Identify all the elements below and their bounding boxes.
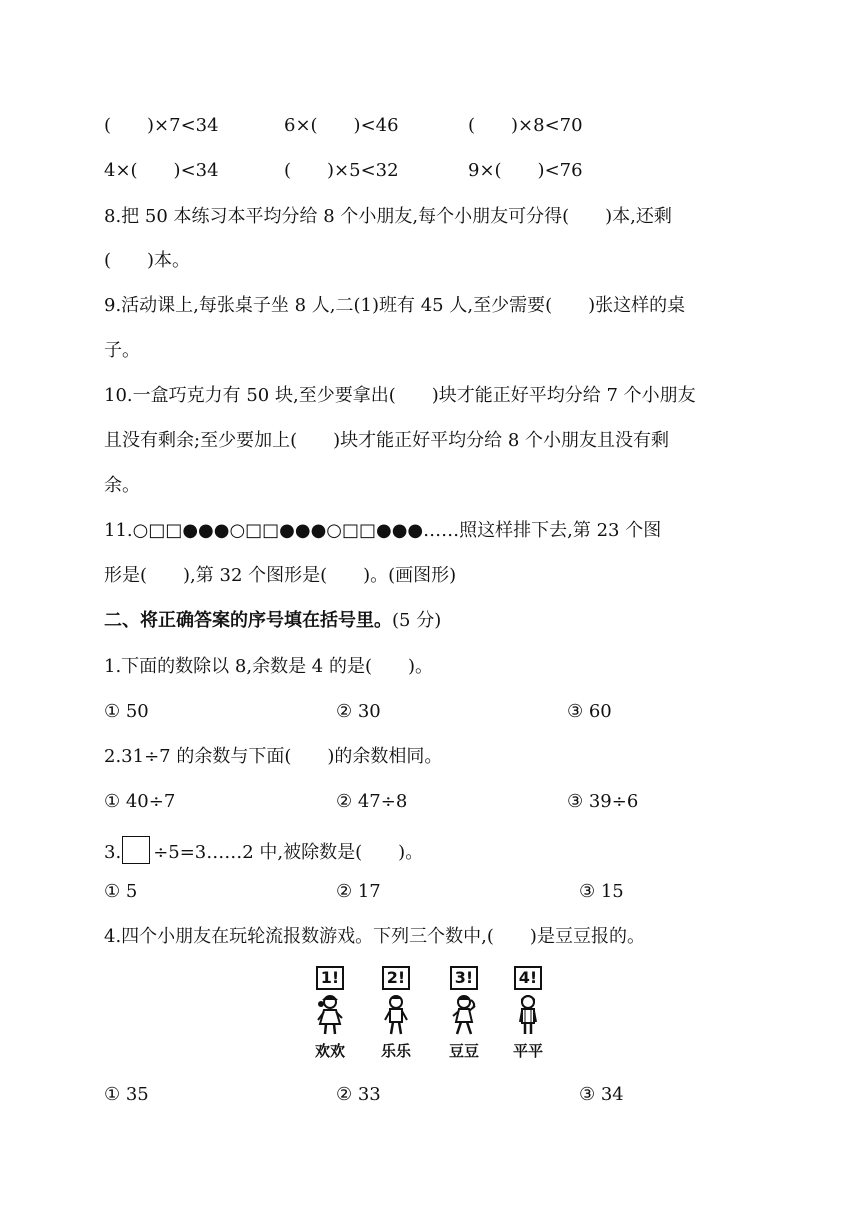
- mc-1-option-3: ③ 60: [567, 701, 612, 722]
- question-9-line-2: 子。: [104, 340, 140, 361]
- kid-name: 豆豆: [448, 1042, 479, 1060]
- fill-item: ( )×8<70: [468, 115, 583, 136]
- mc-1-option-2: ② 30: [336, 701, 381, 722]
- section-2-points: (5 分): [392, 610, 442, 631]
- kid-number-tag: 2!: [382, 966, 410, 990]
- boy-figure-icon: [513, 994, 543, 1036]
- mc-question-4: 4.四个小朋友在玩轮流报数游戏。下列三个数中,( )是豆豆报的。: [104, 926, 645, 947]
- kid-pingping: [498, 966, 558, 1061]
- girl-figure-icon: [315, 994, 345, 1036]
- mc-4-option-1: ① 35: [104, 1084, 149, 1105]
- question-8-line-1: 8.把 50 本练习本平均分给 8 个小朋友,每个小朋友可分得( )本,还剩: [104, 206, 672, 227]
- question-9-line-1: 9.活动课上,每张桌子坐 8 人,二(1)班有 45 人,至少需要( )张这样的桌: [104, 295, 686, 316]
- mc-3-text: ÷5=3……2 中,被除数是( )。: [153, 842, 424, 863]
- kid-doudou: [434, 966, 494, 1061]
- mc-2-option-1: ① 40÷7: [104, 791, 176, 812]
- fill-item: 6×( )<46: [284, 115, 399, 136]
- fill-item: 9×( )<76: [468, 160, 583, 181]
- kid-lele: [366, 966, 426, 1061]
- question-11-line-1: 11.○□□●●●○□□●●●○□□●●●……照这样排下去,第 23 个图: [104, 520, 662, 541]
- fill-item: 4×( )<34: [104, 160, 219, 181]
- mc-3-option-2: ② 17: [336, 881, 381, 902]
- mc-3-option-3: ③ 15: [579, 881, 624, 902]
- section-2-title: 二、将正确答案的序号填在括号里。: [104, 610, 392, 631]
- fill-item: ( )×7<34: [104, 115, 219, 136]
- mc-question-2: 2.31÷7 的余数与下面( )的余数相同。: [104, 746, 443, 767]
- kid-huanhuan: [300, 966, 360, 1061]
- mc-2-option-3: ③ 39÷6: [567, 791, 639, 812]
- kid-name: 平平: [512, 1042, 543, 1060]
- mc-1-option-1: ① 50: [104, 701, 149, 722]
- kid-name: 欢欢: [314, 1042, 345, 1060]
- question-11-line-2: 形是( ),第 32 个图形是( )。(画图形): [104, 565, 457, 586]
- girl-figure-icon: [449, 994, 479, 1036]
- question-10-line-1: 10.一盒巧克力有 50 块,至少要拿出( )块才能正好平均分给 7 个小朋友: [104, 385, 696, 406]
- mc-3-prefix: 3.: [104, 842, 122, 863]
- mc-question-1: 1.下面的数除以 8,余数是 4 的是( )。: [104, 656, 434, 677]
- mc-3-option-1: ① 5: [104, 881, 138, 902]
- kid-name: 乐乐: [380, 1042, 411, 1060]
- mc-4-option-3: ③ 34: [579, 1084, 624, 1105]
- question-10-line-2: 且没有剩余;至少要加上( )块才能正好平均分给 8 个小朋友且没有剩: [104, 430, 670, 451]
- section-2-heading: [104, 609, 441, 633]
- mc-2-option-2: ② 47÷8: [336, 791, 408, 812]
- question-8-line-2: ( )本。: [104, 250, 191, 271]
- mc-4-option-2: ② 33: [336, 1084, 381, 1105]
- mc-question-3: [104, 836, 423, 865]
- question-10-line-3: 余。: [104, 475, 140, 496]
- kid-number-tag: 3!: [450, 966, 478, 990]
- blank-box: [122, 836, 150, 864]
- boy-figure-icon: [381, 994, 411, 1036]
- kid-number-tag: 4!: [514, 966, 542, 990]
- kid-number-tag: 1!: [316, 966, 344, 990]
- fill-item: ( )×5<32: [284, 160, 399, 181]
